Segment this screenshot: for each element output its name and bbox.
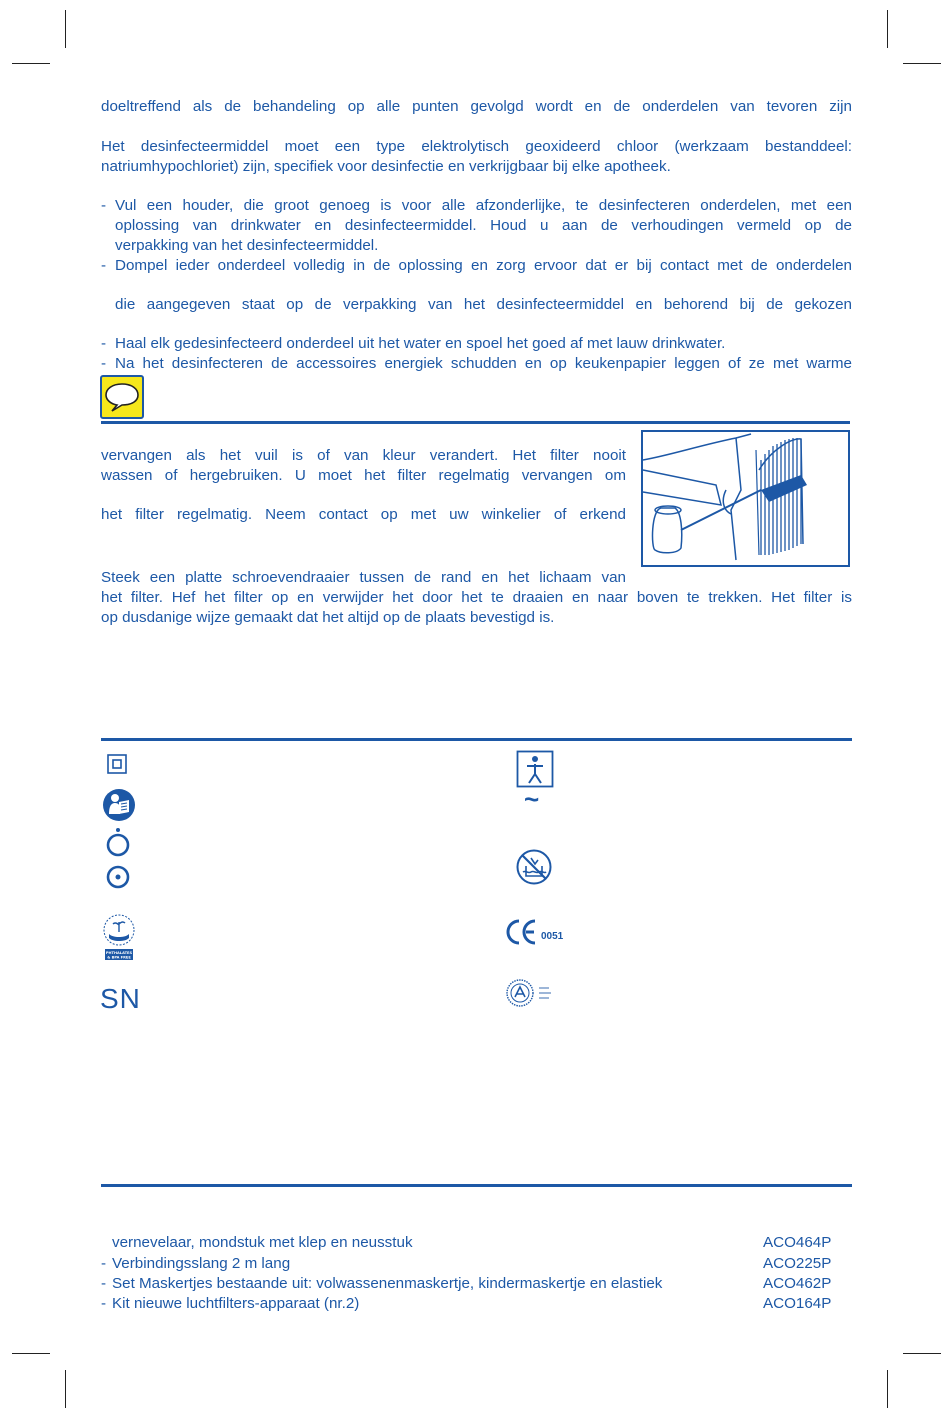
bullet-fill-container-line3: verpakking van het desinfecteermiddel. [115, 237, 379, 254]
read-instructions-icon [102, 788, 136, 822]
bullet-dash: - [101, 257, 107, 274]
bullet-dash: - [101, 1275, 107, 1292]
filter-removal-paragraph-line2: het filter. Hef het filter op en verwijder het door het te draaien en naar boven te trekken. Het filter is [101, 589, 852, 606]
do-not-immerse-icon [515, 848, 553, 886]
crop-mark [887, 10, 888, 48]
certification-logo-icon [505, 978, 565, 1008]
paragraph-disinfectant-line2: natriumhypochloriet) zijn, specifiek voor desinfectie en verkrijgbaar bij elke apotheek. [101, 158, 671, 175]
logo-text-line1: PHTHALATES [105, 951, 133, 955]
part-label: Set Maskertjes bestaande uit: volwassenenmaskertje, kindermaskertje en elastiek [112, 1275, 663, 1292]
part-label: Kit nieuwe luchtfilters-apparaat (nr.2) [112, 1295, 360, 1312]
bullet-fill-container-line2: oplossing van drinkwater en desinfecteermiddel. Houd u aan de verhoudingen vermeld op de [115, 217, 852, 234]
notified-body-number: 0051 [541, 931, 564, 942]
serial-number-symbol: SN [100, 983, 141, 1014]
section-divider [101, 421, 850, 424]
type-bf-applied-part-icon [516, 750, 554, 788]
crop-mark [903, 63, 941, 64]
crop-mark [887, 1370, 888, 1408]
crop-mark [12, 63, 50, 64]
bullet-dash: - [101, 1295, 107, 1312]
speech-bubble-icon [100, 375, 144, 419]
power-off-icon [105, 827, 131, 857]
bullet-dash: - [101, 355, 107, 372]
logo-text-line2: & BPA FREE [107, 955, 131, 960]
part-label: Verbindingsslang 2 m lang [112, 1255, 291, 1272]
bullet-rinse: Haal elk gedesinfecteerd onderdeel uit het water en spoel het goed af met lauw drinkwater. [115, 335, 726, 352]
phthalates-free-logo-icon [100, 912, 138, 962]
filter-removal-paragraph-line3: op dusdanige wijze gemaakt dat het altijd op de plaats bevestigd is. [101, 609, 555, 626]
bullet-dash: - [101, 197, 107, 214]
alternating-current-symbol: ~ [524, 784, 540, 814]
filter-paragraph: vervangen als het vuil is of van kleur verandert. Het filter nooit [101, 447, 626, 464]
crop-mark [12, 1353, 50, 1354]
part-code: ACO164P [763, 1295, 832, 1312]
section-divider [101, 738, 852, 741]
bullet-fill-container: Vul een houder, die groot genoeg is voor alle afzonderlijke, te desinfecteren onderdelen, met een [115, 197, 852, 214]
crop-mark [903, 1353, 941, 1354]
filter-replacement-illustration [641, 430, 850, 567]
part-code: ACO225P [763, 1255, 832, 1272]
bullet-dash: - [101, 335, 107, 352]
part-code: ACO464P [763, 1234, 832, 1251]
crop-mark [65, 10, 66, 48]
filter-removal-paragraph: Steek een platte schroevendraaier tussen de rand en het lichaam van [101, 569, 626, 586]
filter-paragraph-line4: het filter regelmatig. Neem contact op met uw winkelier of erkend [101, 506, 626, 523]
part-code: ACO462P [763, 1275, 832, 1292]
bullet-shake-dry: Na het desinfecteren de accessoires energiek schudden en op keukenpapier leggen of ze met warme [115, 355, 852, 372]
paragraph-efficacy: doeltreffend als de behandeling op alle punten gevolgd wordt en de onderdelen van tevoren zijn [101, 98, 852, 115]
class-ii-equipment-icon [106, 753, 128, 775]
paragraph-disinfectant: Het desinfecteermiddel moet een type elektrolytisch geoxideerd chloor (werkzaam bestanddeel: [101, 138, 852, 155]
bullet-immerse: Dompel ieder onderdeel volledig in de oplossing en zorg ervoor dat er bij contact met de onderdelen [115, 257, 852, 274]
power-on-icon [105, 864, 131, 890]
bullet-immerse-line3: die aangegeven staat op de verpakking van het desinfecteermiddel en behorend bij de gekozen [115, 296, 852, 313]
bullet-dash: - [101, 1255, 107, 1272]
section-divider [101, 1184, 852, 1187]
part-label: vernevelaar, mondstuk met klep en neusstuk [112, 1234, 413, 1251]
crop-mark [65, 1370, 66, 1408]
filter-paragraph-line2: wassen of hergebruiken. U moet het filter regelmatig vervangen om [101, 467, 626, 484]
